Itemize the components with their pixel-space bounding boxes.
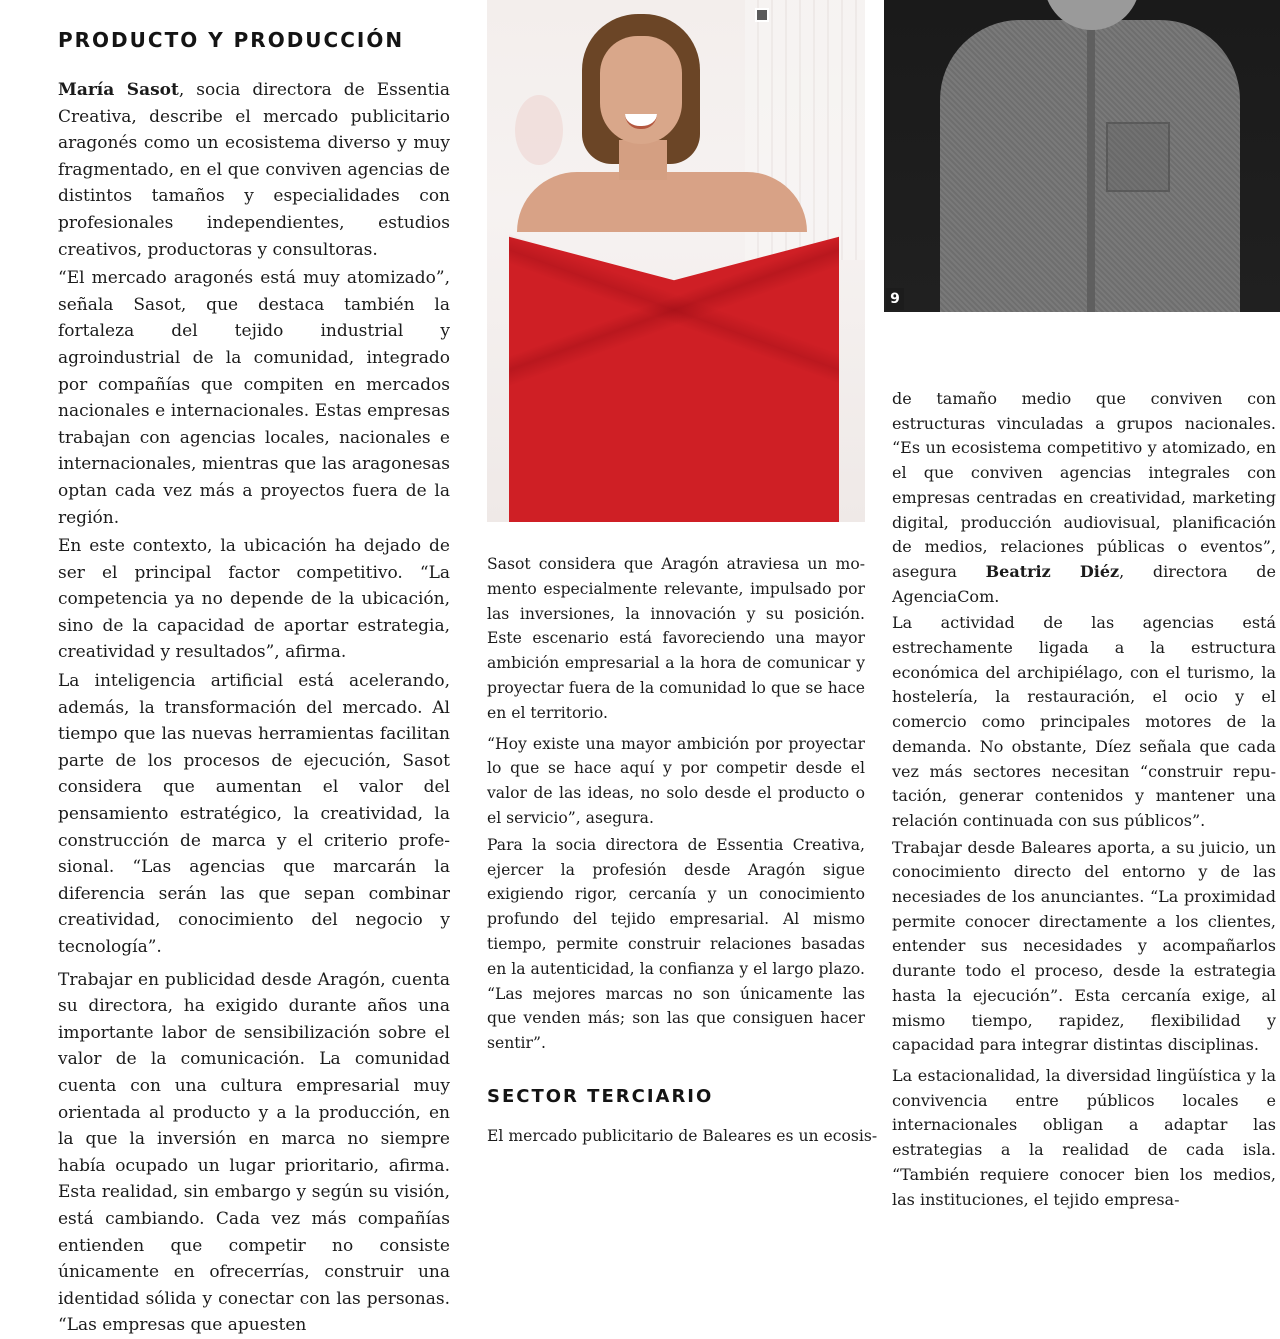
paragraph: En este contexto, la ubicación ha dejado de ser el principal factor competitivo. “La competencia ya no depende de la ubicación, sino de la capacidad de aportar estrategia, creatividad y resultados”, afirma. — [58, 536, 450, 663]
paragraph: Sasot considera que Aragón atraviesa un momento especialmente relevante, impulsado por las inversiones, la innovación y su posición. Este escenario está favoreciendo una mayor ambición empresarial a la hora de comunicar y proyectar fuera de la comunidad lo que se hace en el territorio. — [487, 555, 865, 722]
section-heading-producto: PRODUCTO Y PRODUCCIÓN — [58, 28, 405, 52]
paragraph: La inteligencia artificial está acelerando, además, la transformación del mercado. Al tiempo que las nuevas herramientas facilitan parte de los procesos de ejecución, Sasot considera que aumentan el valor del pensamiento estratégico, la creatividad, la construcción de marca y el criterio profesional. “Las agencias que marcarán la diferencia serán las que sepan combinar creatividad, conocimiento del negocio y tecnología”. — [58, 671, 450, 957]
column-2 — [487, 0, 865, 1144]
column-3-body — [892, 387, 1276, 1212]
paragraph: Para la socia directora de Essentia Creativa, ejercer la profesión desde Aragón sigue exigiendo rigor, cercanía y un conocimiento profundo del tejido empresarial. Al mismo tiempo, permite construir relaciones basadas en la autenticidad, la confianza y el largo plazo. “Las mejores marcas no son únicamente las que venden más; son las que consiguen hacer sentir”. — [487, 835, 865, 1053]
column-3 — [884, 0, 1280, 1209]
person-name: María Sasot — [58, 80, 179, 100]
paragraph: Trabajar desde Baleares aporta, a su juicio, un conocimiento directo del entorno y de las necesiades de los anunciantes. “La proximidad permite conocer directamente a los clientes, entender sus necesidades y acompañarlos durante todo el proceso, desde la estrategia hasta la ejecución”. Esta cercanía exige, al mismo tiempo, rapidez, flexibilidad y capacidad para integrar distintas disciplinas. — [892, 837, 1276, 1055]
section-heading-sector-terciario: SECTOR TERCIARIO — [487, 1086, 714, 1107]
photo-number-badge: 9 — [886, 288, 904, 310]
column-1 — [58, 0, 450, 1336]
paragraph-start: El mercado publicitario de Baleares es un ecosis- — [487, 1127, 878, 1145]
paragraph: La actividad de las agencias está estrechamente ligada a la estructura económica del archipiélago, con el turismo, la hostelería, la restauración, el ocio y el comercio como principales motores de la demanda. No obstante, Díez señala que cada vez más sectores necesitan “construir reputación, generar contenidos y mantener una relación continuada con sus públicos”. — [892, 613, 1276, 830]
paragraph: María Sasot, socia directora de Essentia Creativa, describe el mercado publicitario aragonés como un ecosistema diverso y muy fragmentado, en el que conviven agencias de distintos tamaños y especialidades con profesionales independientes, estudios creativos, productoras y consultoras. — [58, 80, 450, 260]
paragraph: “Hoy existe una mayor ambición por proyectar lo que se hace aquí y por competir desde el valor de las ideas, no solo desde el producto o el servicio”, asegura. — [487, 734, 865, 827]
column-1-body — [58, 77, 450, 1339]
paragraph: “El mercado aragonés está muy atomizado”, señala Sasot, que destaca también la fortaleza del tejido industrial y agroindustrial de la comunidad, integrado por compañías que compiten en mercados nacionales e internacionales. Estas empresas trabajan con agencias locales, nacionales e internacionales, mientras que las aragonesas optan cada vez más a proyectos fuera de la región. — [58, 268, 450, 528]
paragraph: La estacionalidad, la diversidad lingüística y la convivencia entre públicos locales e internacionales obligan a adaptar las estrategias a la realidad de cada isla. “También requiere conocer bien los medios, las instituciones, el tejido empresa- — [892, 1065, 1276, 1209]
person-name: Beatriz Diéz — [985, 561, 1120, 581]
paragraph: Trabajar en publicidad desde Aragón, cuenta su directora, ha exigido durante años una importante labor de sensibilización sobre el valor de la comunicación. La comunidad cuenta con una cultura empresarial muy orientada al producto y a la producción, en la que la inversión en marca no siempre había ocupado un lugar prioritario, afirma. Esta realidad, sin embargo y según su visión, está cambiando. Cada vez más compañías entienden que competir no consiste únicamente en ofrecerrías, construir una identidad sólida y conectar con las personas. “Las empresas que apuesten — [58, 969, 450, 1336]
column-2-body — [487, 552, 865, 1056]
paragraph: de tamaño medio que conviven con estructuras vinculadas a grupos nacionales. “Es un ecosistema competitivo y atomizado, en el que conviven agencias integrales con empresas centradas en creatividad, marketing digital, producción audiovisual, planificación de medios, relaciones públicas o eventos”, asegura Beatriz Diéz, directora de AgenciaCom. — [892, 389, 1277, 606]
